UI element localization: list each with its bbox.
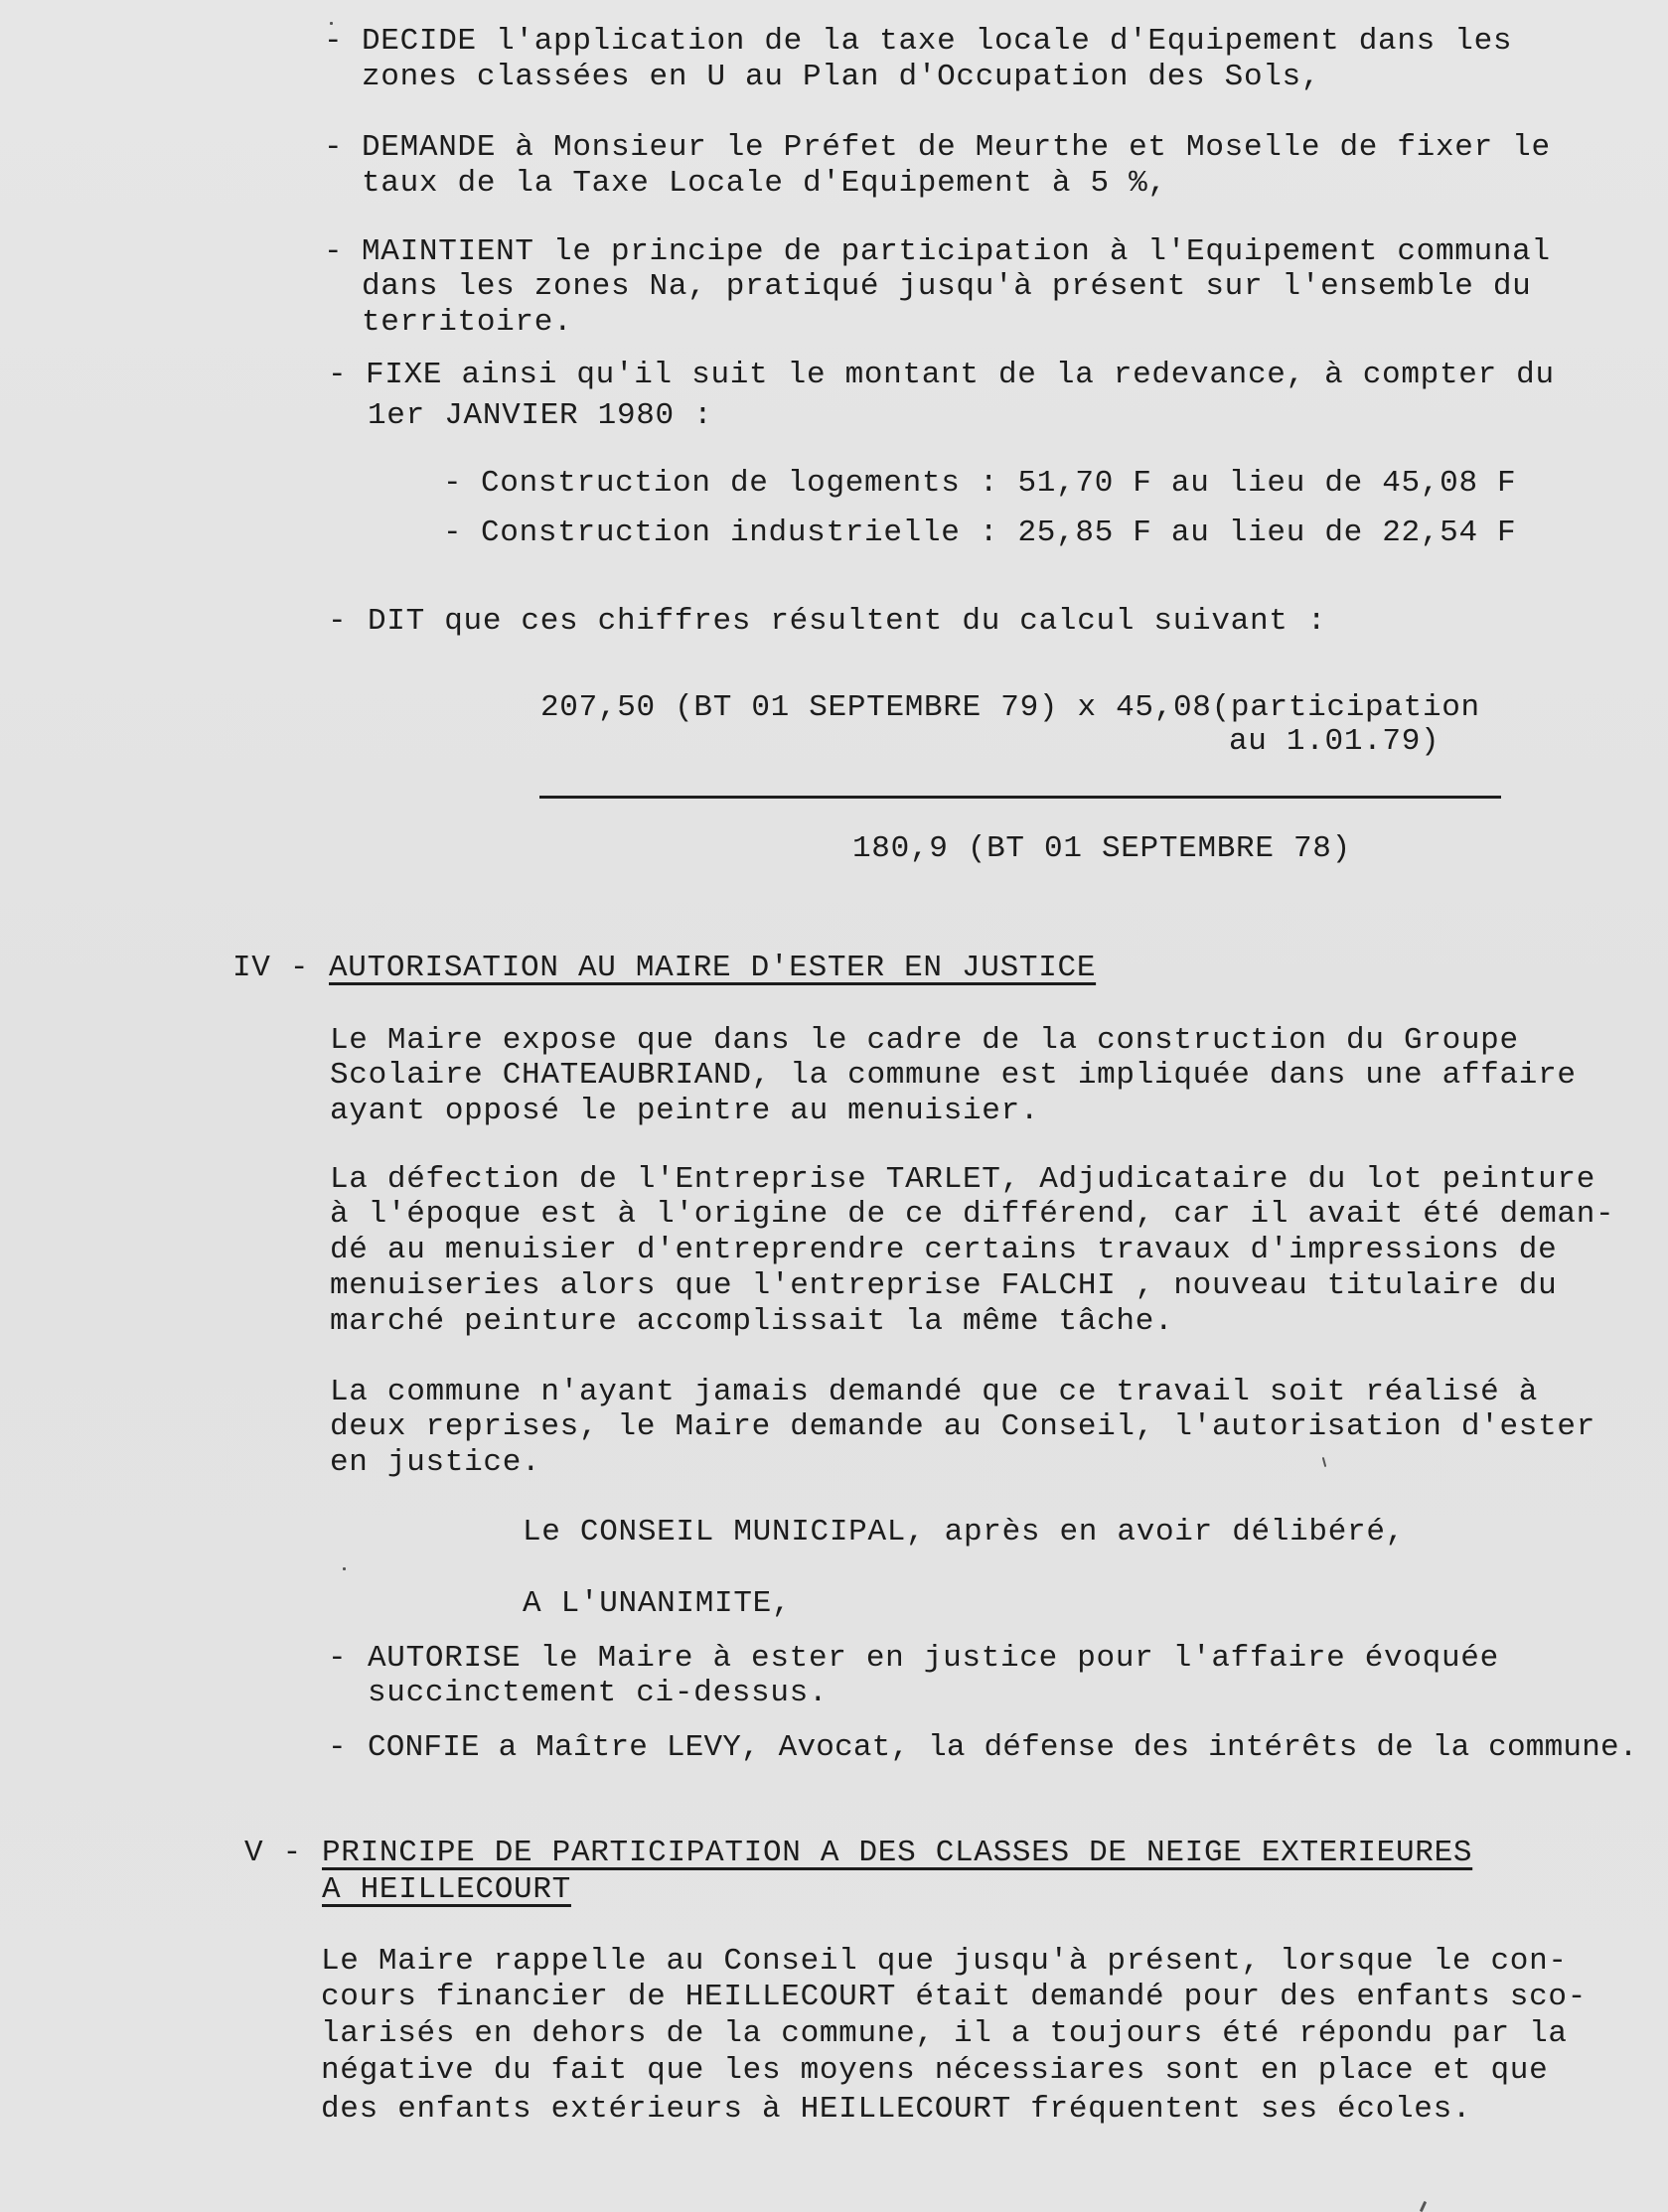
calc-denominator: 180,9 (BT 01 SEPTEMBRE 78): [852, 831, 1351, 866]
stray-mark: [1322, 1457, 1327, 1467]
paragraph-line: des enfants extérieurs à HEILLECOURT fréquentent ses écoles.: [321, 2092, 1472, 2127]
decision-confie-line: CONFIE a Maître LEVY, Avocat, la défense des intérêts de la commune.: [368, 1730, 1638, 1765]
paragraph-line: marché peinture accomplissait la même tâche.: [330, 1304, 1174, 1339]
stray-mark: [343, 1567, 346, 1570]
section-title: AUTORISATION AU MAIRE D'ESTER EN JUSTICE: [329, 951, 1097, 985]
calc-numerator-continued: au 1.01.79): [1229, 724, 1441, 759]
fraction-bar: [539, 796, 1501, 799]
paragraph-line: La commune n'ayant jamais demandé que ce travail soit réalisé à: [330, 1375, 1539, 1409]
paragraph-line: négative du fait que les moyens nécessiares sont en place et que: [321, 2053, 1549, 2088]
paragraph-line: Le Maire rappelle au Conseil que jusqu'à présent, lorsque le con-: [321, 1944, 1568, 1979]
decision-demande-line: DEMANDE à Monsieur le Préfet de Meurthe et Moselle de fixer le: [362, 130, 1551, 165]
decision-demande-line: taux de la Taxe Locale d'Equipement à 5 %,: [362, 166, 1167, 201]
section-number: IV -: [232, 951, 310, 985]
decision-autorise-line: AUTORISE le Maire à ester en justice pour l'affaire évoquée: [368, 1641, 1499, 1676]
paragraph-line: larisés en dehors de la commune, il a toujours été répondu par la: [321, 2016, 1568, 2051]
paragraph-line: à l'époque est à l'origine de ce différend, car il avait été deman-: [330, 1197, 1615, 1232]
decision-fixe-line: FIXE ainsi qu'il suit le montant de la redevance, à compter du: [366, 358, 1555, 392]
decision-decide-line: zones classées en U au Plan d'Occupation des Sols,: [362, 60, 1321, 94]
stray-mark: [1420, 2201, 1427, 2212]
decision-autorise-line: succinctement ci-dessus.: [368, 1676, 829, 1710]
paragraph-line: en justice.: [330, 1445, 541, 1480]
bullet-dash: -: [324, 234, 344, 269]
paragraph-line: menuiseries alors que l'entreprise FALCHI , nouveau titulaire du: [330, 1268, 1558, 1303]
bullet-dash: -: [328, 1730, 348, 1765]
fee-industrielle: Construction industrielle : 25,85 F au lieu de 22,54 F: [481, 516, 1517, 550]
decision-decide-line: DECIDE l'application de la taxe locale d'Equipement dans les: [362, 24, 1513, 59]
section-title: PRINCIPE DE PARTICIPATION A DES CLASSES DE NEIGE EXTERIEURES: [322, 1836, 1473, 1870]
bullet-dash: -: [324, 130, 344, 165]
paragraph-line: deux reprises, le Maire demande au Conseil, l'autorisation d'ester: [330, 1409, 1595, 1444]
bullet-dash: -: [328, 604, 348, 639]
decision-fixe-line: 1er JANVIER 1980 :: [368, 398, 713, 433]
decision-maintient-line: MAINTIENT le principe de participation à l'Equipement communal: [362, 234, 1551, 269]
decision-maintient-line: territoire.: [362, 305, 573, 340]
calc-intro: DIT que ces chiffres résultent du calcul suivant :: [368, 604, 1327, 639]
paragraph-line: ayant opposé le peintre au menuisier.: [330, 1094, 1040, 1128]
bullet-dash: -: [443, 516, 463, 550]
bullet-dash: -: [328, 358, 348, 392]
fee-logements: Construction de logements : 51,70 F au lieu de 45,08 F: [481, 466, 1517, 501]
paragraph-line: Le Maire expose que dans le cadre de la construction du Groupe: [330, 1023, 1519, 1058]
paragraph-line: La défection de l'Entreprise TARLET, Adjudicataire du lot peinture: [330, 1162, 1595, 1197]
paragraph-line: cours financier de HEILLECOURT était demandé pour des enfants sco-: [321, 1980, 1587, 2014]
vote-line: A L'UNANIMITE,: [523, 1586, 792, 1621]
section-title-continued: A HEILLECOURT: [322, 1872, 571, 1907]
decision-maintient-line: dans les zones Na, pratiqué jusqu'à présent sur l'ensemble du: [362, 269, 1532, 304]
paragraph-line: Scolaire CHATEAUBRIAND, la commune est impliquée dans une affaire: [330, 1058, 1577, 1093]
bullet-dash: -: [328, 1641, 348, 1676]
calc-numerator: 207,50 (BT 01 SEPTEMBRE 79) x 45,08(participation: [540, 690, 1480, 725]
section-number: V -: [244, 1836, 302, 1870]
bullet-dash: -: [443, 466, 463, 501]
council-line: Le CONSEIL MUNICIPAL, après en avoir délibéré,: [523, 1515, 1405, 1549]
bullet-dash: -: [324, 24, 344, 59]
paragraph-line: dé au menuisier d'entreprendre certains travaux d'impressions de: [330, 1233, 1558, 1267]
